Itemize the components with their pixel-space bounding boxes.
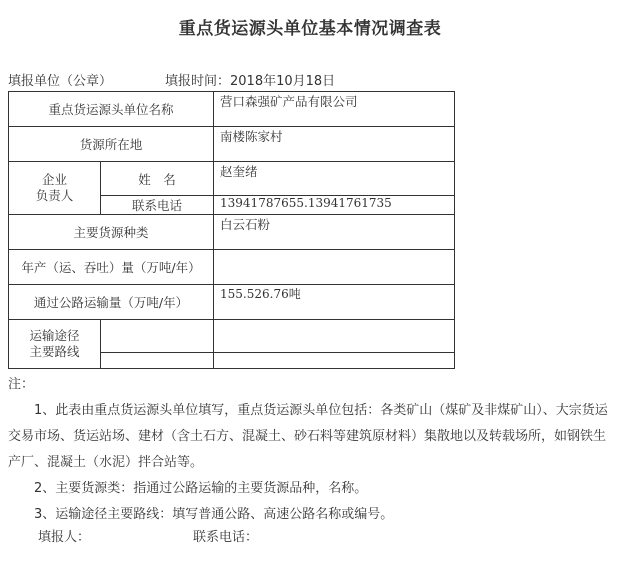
fill-time: 填报时间：2018年10月18日 — [165, 74, 336, 89]
phone-label: 联系电话 — [101, 196, 214, 215]
table-row-person-name — [9, 162, 455, 196]
unit-name-label: 重点货运源头单位名称 — [9, 92, 214, 127]
route-label-line2: 主要路线 — [29, 344, 80, 359]
route-label-line1: 运输途径 — [29, 328, 80, 343]
note-item-3: 3、运输途径主要路线：填写普通公路、高速公路名称或编号。 — [34, 507, 394, 522]
unit-name-value: 营口森强矿产品有限公司 — [214, 92, 455, 127]
footer-line — [38, 526, 259, 545]
cargo-type-value: 白云石粉 — [214, 215, 455, 250]
name-value: 赵奎绪 — [214, 162, 455, 196]
contact-phone-label: 联系电话： — [193, 530, 259, 545]
person-label-line2: 负责人 — [35, 188, 74, 203]
road-volume-label: 通过公路运输量（万吨/年） — [9, 285, 214, 320]
person-in-charge-label — [9, 162, 101, 215]
cargo-type-label: 主要货源种类 — [9, 215, 214, 250]
route-cell-empty — [214, 320, 455, 353]
fill-info-line — [8, 70, 336, 89]
location-label: 货源所在地 — [9, 127, 214, 162]
route-cell-empty — [101, 353, 214, 369]
table-row-cargo-type — [9, 215, 455, 250]
road-volume-value: 155.526.76吨 — [214, 285, 455, 320]
notes-section — [8, 372, 616, 528]
filler-label: 填报人： — [38, 530, 91, 545]
table-row-annual-output — [9, 250, 455, 285]
annual-output-label: 年产（运、吞吐）量（万吨/年） — [9, 250, 214, 285]
note-item-2: 2、主要货源类：指通过公路运输的主要货源品种，名称。 — [34, 481, 368, 496]
table-row-location — [9, 127, 455, 162]
location-value: 南楼陈家村 — [214, 127, 455, 162]
table-row-road-volume — [9, 285, 455, 320]
person-label-line1: 企业 — [41, 172, 67, 187]
table-row-route-1 — [9, 320, 455, 353]
annual-output-value — [214, 250, 455, 285]
page-title: 重点货运源头单位基本情况调查表 — [178, 19, 442, 39]
notes-heading: 注： — [8, 377, 35, 392]
name-label: 姓 名 — [101, 162, 214, 196]
route-cell-empty — [214, 353, 455, 369]
fill-unit-label: 填报单位（公章） — [8, 74, 113, 89]
route-label — [9, 320, 101, 369]
table-row-unit-name — [9, 92, 455, 127]
route-cell-empty — [101, 320, 214, 353]
survey-table — [8, 91, 455, 369]
note-item-1: 1、此表由重点货运源头单位填写，重点货运源头单位包括：各类矿山（煤矿及非煤矿山）、大宗货运交易市场、货运站场、建材（含土石方、混凝土、砂石料等建筑原材料）集散地以及转载场所，如钢铁生产厂、混凝土（水泥）拌合站等。 — [8, 403, 608, 470]
phone-value: 13941787655.13941761735 — [214, 196, 455, 215]
